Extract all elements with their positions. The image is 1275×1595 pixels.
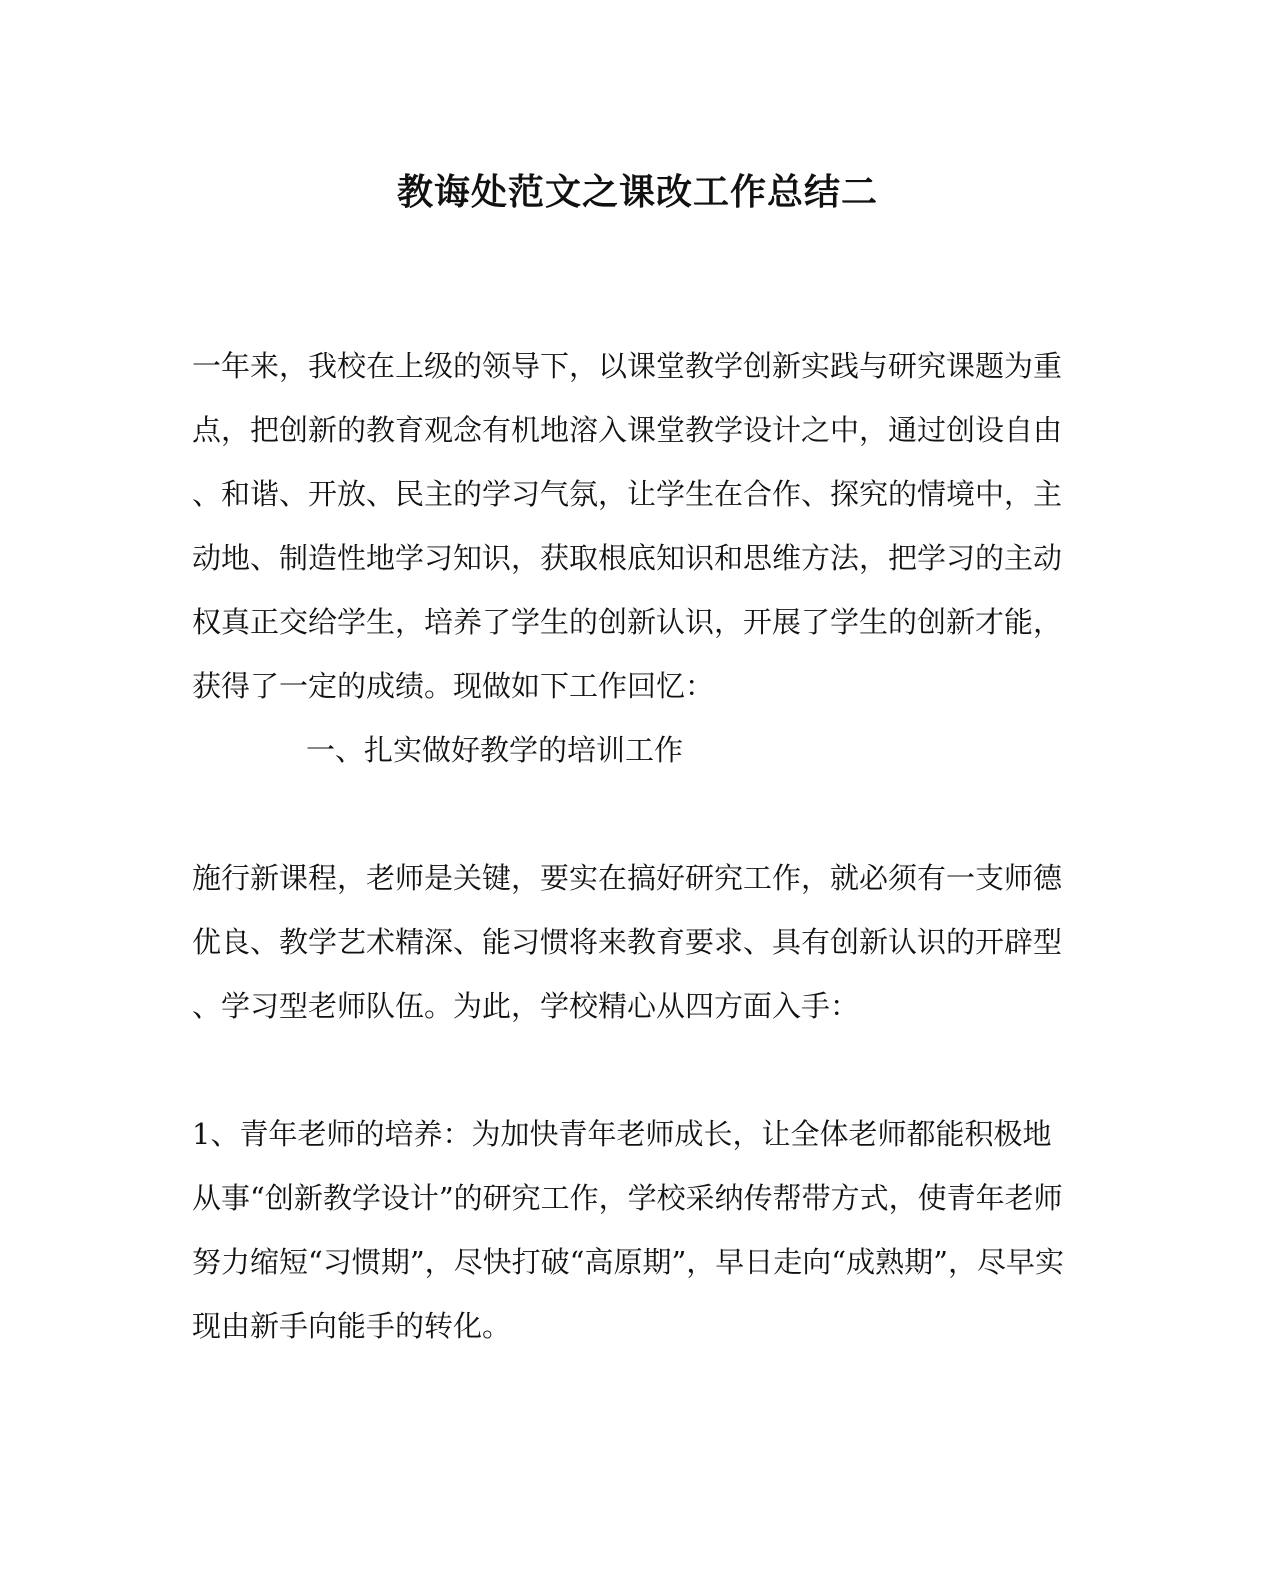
text-line: 现由新手向能手的转化。	[192, 1309, 512, 1343]
text-line: 获得了一定的成绩。现做如下工作回忆：	[192, 669, 715, 703]
text-line: 、和谐、开放、民主的学习气氛，让学生在合作、探究的情境中，主	[192, 477, 1063, 511]
text-line: 从事“创新教学设计”的研究工作，学校采纳传帮带方式，使青年老师	[192, 1181, 1063, 1215]
text-line: 努力缩短“习惯期”，尽快打破“高原期”，早日走向“成熟期”，尽早实	[192, 1245, 1064, 1279]
paragraph-intro	[192, 334, 1072, 718]
text-line: 点，把创新的教育观念有机地溶入课堂教学设计之中，通过创设自由	[192, 413, 1063, 447]
text-line: 1、青年老师的培养：为加快青年老师成长，让全体老师都能积极地	[192, 1117, 1052, 1151]
text-line: 、学习型老师队伍。为此，学校精心从四方面入手：	[192, 989, 860, 1023]
text-line: 权真正交给学生，培养了学生的创新认识，开展了学生的创新才能，	[192, 605, 1063, 639]
paragraph-teachers	[192, 846, 1072, 1038]
text-line: 一年来，我校在上级的领导下，以课堂教学创新实践与研究课题为重	[192, 349, 1063, 383]
document-title: 教诲处范文之课改工作总结二	[396, 171, 878, 213]
text-line: 动地、制造性地学习知识，获取根底知识和思维方法，把学习的主动	[192, 541, 1063, 575]
section-heading	[192, 718, 1186, 782]
text-line: 施行新课程，老师是关键，要实在搞好研究工作，就必须有一支师德	[192, 861, 1063, 895]
heading-line: 一、扎实做好教学的培训工作	[306, 733, 684, 767]
paragraph-young-teachers	[192, 1102, 1072, 1358]
text-line: 优良、教学艺术精深、能习惯将来教育要求、具有创新认识的开辟型	[192, 925, 1063, 959]
